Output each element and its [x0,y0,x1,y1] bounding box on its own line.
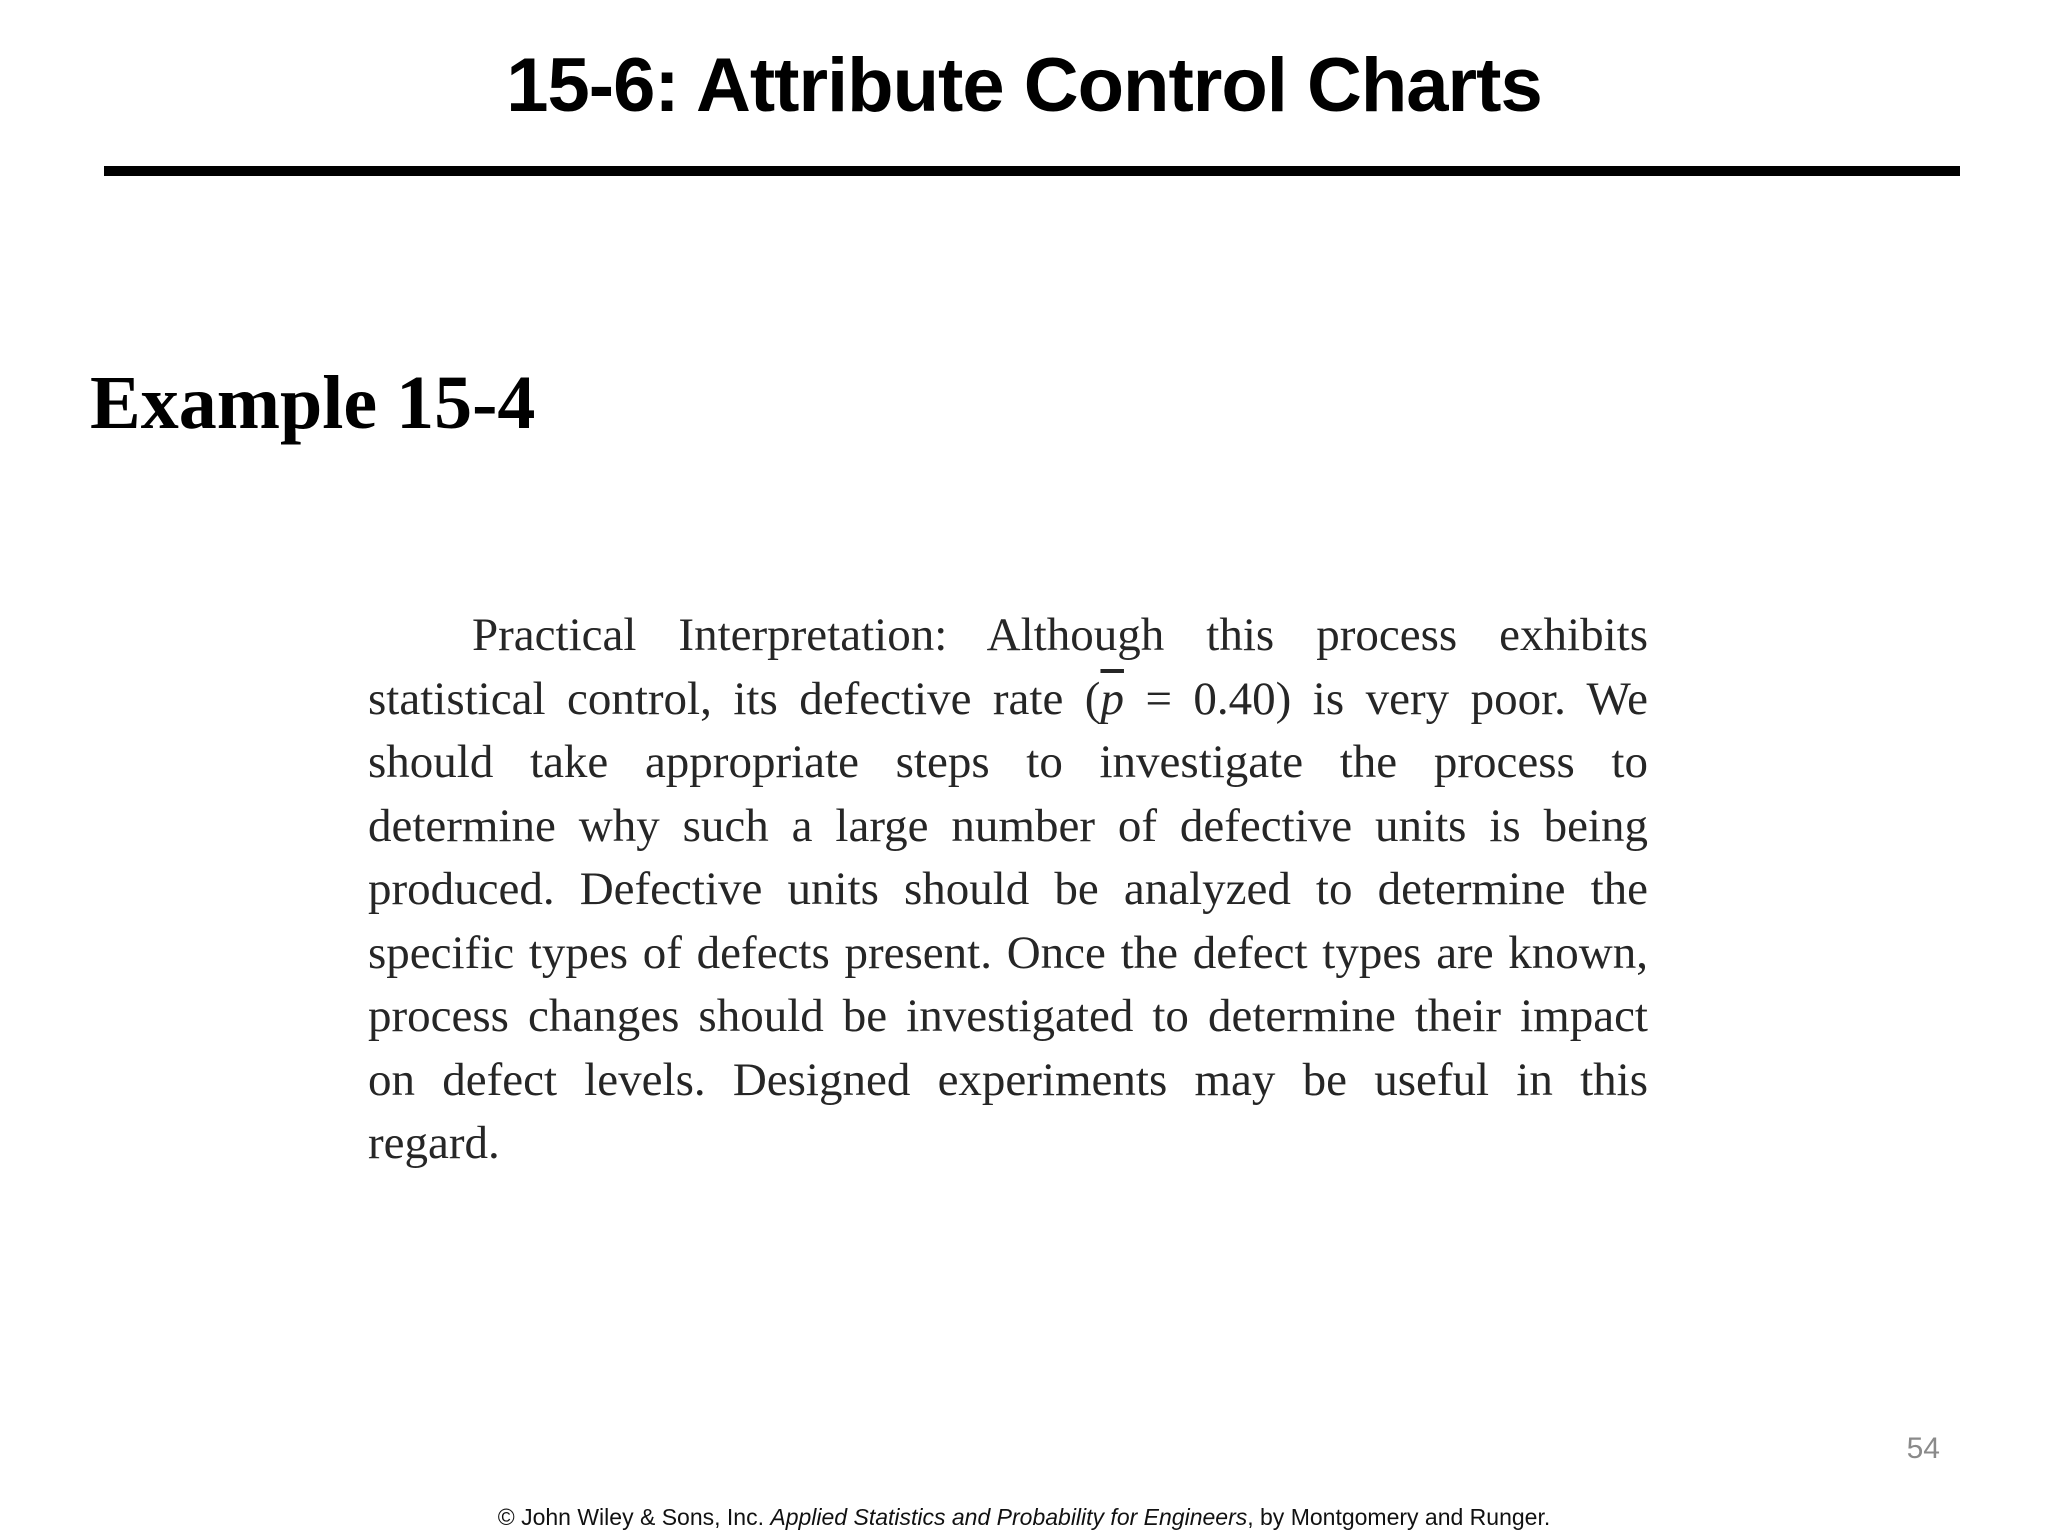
footer-copyright: © John Wiley & Sons, Inc. [497,1504,771,1530]
interpretation-rest: ) is very poor. We should take appropriate steps to investigate the process to determine why such a large number of defective units is being produced. Defective units should be analyzed to determine the specific types of defects present. Once the defect types are known, process changes should be investigated to determine their impact on defect levels. Designed experiments may be useful in this regard. [368,672,1648,1169]
page-number: 54 [1906,1432,1940,1465]
slide-title: 15-6: Attribute Control Charts [506,43,1542,128]
title-divider [104,166,1960,176]
example-heading: Example 15-4 [90,361,536,445]
footer-authors: , by Montgomery and Runger. [1247,1504,1551,1530]
copyright-footer [0,1504,2048,1531]
p-bar-symbol: $\overline{p}$ [1100,672,1124,725]
practical-interpretation-paragraph [368,604,1648,1176]
footer-book-title: Applied Statistics and Probability for Engineers [770,1504,1248,1530]
interpretation-lead: Practical Interpretation: Although this process exhibits statistical control, its defective rate ( [368,609,1648,725]
p-bar-value: = 0.40 [1123,672,1276,725]
